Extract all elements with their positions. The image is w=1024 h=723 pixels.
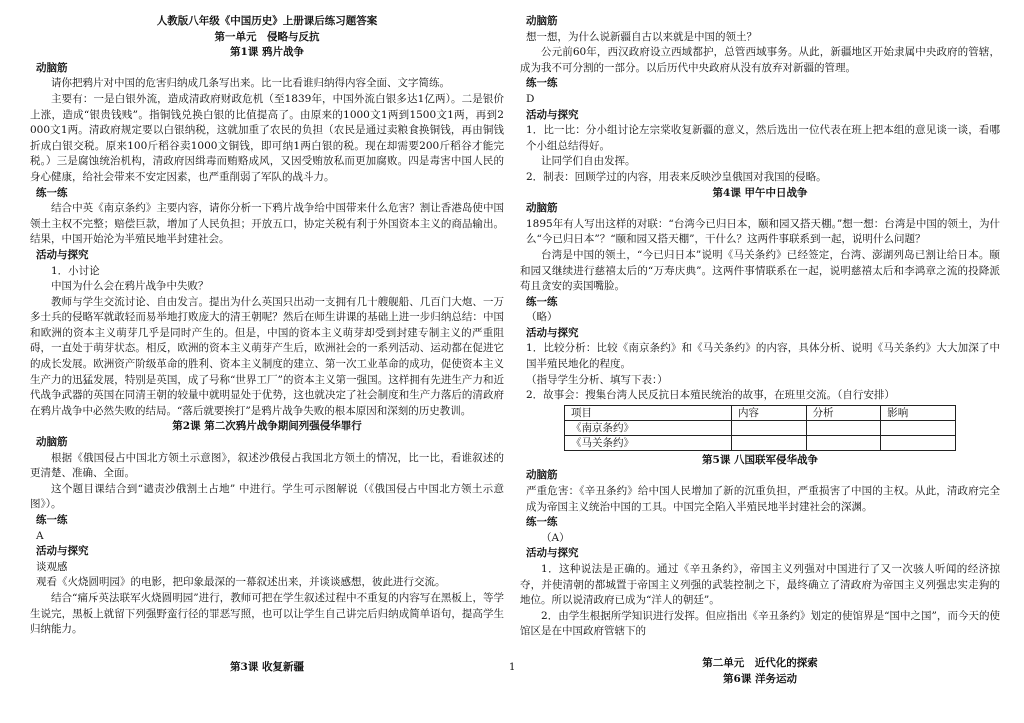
left-column: [30, 14, 504, 675]
table-cell: [806, 420, 881, 435]
document-title: 人教版八年级《中国历史》上册课后练习题答案: [156, 15, 378, 27]
lesson-5-answer: 严重危害：《辛丑条约》给中国人民增加了新的沉重负担，严重损害了中国的主权。从此，清政府完全成为帝国主义统治中国的工具。中国完全陷入半殖民地半封建社会的深渊。: [526, 485, 1000, 513]
lesson-2-huodong-heading: 活动与探究: [36, 545, 89, 558]
lesson-1-title: 第1课 鸦片战争: [230, 46, 304, 59]
lesson-4-question: 1895年有人写出这样的对联：“台湾今已归日本，颐和园又搭天棚。”想一想：台湾是中国的领土，为什么“今已归日本”？“颐和园又搭天棚”，干什么？这两件事联系到一起，说明什么问题？: [526, 217, 1000, 246]
table-header-cell: 内容: [731, 405, 806, 420]
table-header-cell: 分析: [806, 405, 881, 420]
lesson-1-sub-answer: 教师与学生交流讨论、自由发言。提出为什么英国只出动一支拥有几十艘舰船、几百门大炮、一万多士兵的侵略军就敢轻而易举地打败庞大的清王朝呢？然后在师生讲课的基础上进一步归纳总结：中国和欧洲的资本主义萌芽几乎是同时产生的。但是，中国的资本主义萌芽却受到封建专制主义的严重阻碍，一直处于萌芽状态。相反，欧洲的资本主义萌芽产生后，欧洲社会的一系列活动、运动都在促进它的成长发展。欧洲资产阶级革命的胜利、资本主义制度的建立、第一次工业革命的成功，促使资本主义生产力的迅猛发展，特别是英国，成了号称“世界工厂”的资本主义第一强国。这样拥有先进生产力和近代战争武器的英国在同清王朝的较量中就明显处于优势，这也就决定了社会制度和生产力落后的清政府在鸦片战争中必然失败的结局。“落后就要挨打”是鸦片战争失败的根本原因和深刻的历史教训。: [30, 295, 504, 417]
lesson-1-lianxi-answer: 结合中英《南京条约》主要内容，请你分析一下鸦片战争给中国带来什么危害？割让香港岛使中国领土主权不完整；赔偿巨款，增加了人民负担；开放五口，协定关税有利于外国资本主义的商品输出。结果，中国开始沦为半殖民地半封建社会。: [30, 202, 504, 246]
lesson-4-answer: 台湾是中国的领土，“今已归日本”说明《马关条约》已经签定，台湾、澎湖列岛已割让给日本。颐和园又继续进行慈禧太后的“万寿庆典”。这两件事情联系在一起，说明慈禧太后和李鸿章之流的投降派苟且贪安的卖国嘴脸。: [520, 248, 1000, 293]
lesson-2-lianxi-answer: A: [36, 529, 44, 542]
lesson-3-activity-1-note: 让同学们自由发挥。: [541, 155, 636, 168]
table-header-cell: 影响: [881, 405, 956, 420]
lesson-1-lianxi-heading: 练一练: [36, 186, 68, 199]
lesson-1-answer: 主要有：一是白银外流，造成清政府财政危机（至1839年，中国外流白银多达1亿两）。二是银价上涨，造成“银贵钱贱”。指铜钱兑换白银的比值提高了。由原来的1000文1两到1500文1两，再到2 000文1两。清政府规定要以白银纳税，这就加重了农民的负担（农民是通过卖粮食换铜钱，再由铜钱折成白银交税。原来100斤稻谷卖1000文铜钱，即可纳1两白银的税。现在却需要200斤稻谷才能完税。）三是腐蚀统治机构，清政府因缉毒而贿赂成风，又因受贿放私而更加腐败。四是毒害中国人民的身心健康，给社会带来不安定因素，也严重削弱了军队的战斗力。: [30, 92, 504, 183]
lesson-3-question: 想一想，为什么说新疆自古以来就是中国的领土？: [526, 30, 757, 43]
lesson-1-huodong-heading: 活动与探究: [36, 248, 89, 261]
lesson-2-dongnaojin-heading: 动脑筋: [36, 436, 68, 449]
lesson-2-title: 第2课 第二次鸦片战争期间列强侵华罪行: [172, 420, 362, 433]
lesson-3-activity-2: 2．制表：回顾学过的内容，用表来反映沙皇俄国对我国的侵略。: [526, 170, 827, 183]
lesson-3-answer: 公元前60年，西汉政府设立西域都护，总管西域事务。从此，新疆地区开始隶属中央政府的管辖，成为我不可分割的一部分。以后历代中央政府从没有放弃对新疆的管理。: [520, 46, 1000, 74]
lesson-3-lianxi-answer: D: [526, 92, 535, 105]
unit-1-title: 第一单元 侵略与反抗: [214, 30, 320, 43]
unit-2-title: 第二单元 近代化的探索: [702, 656, 818, 669]
table-header-row: [565, 405, 956, 420]
lesson-5-title: 第5课 八国联军侵华战争: [702, 453, 818, 466]
lesson-1-question: 请你把鸦片对中国的危害归纳成几条写出来。比一比看谁归纳得内容全面、文字简练。: [51, 77, 450, 90]
lesson-5-lianxi-heading: 练一练: [526, 516, 558, 529]
lesson-1-sub-heading: 1．小讨论: [51, 264, 100, 277]
table-header-cell: 项目: [565, 405, 732, 420]
lesson-2-answer-2: 这个题目课结合到“谴责沙俄割土占地” 中进行。学生可示图解说（《俄国侵占中国北方领土示意图》）。: [30, 482, 504, 511]
table-row: [565, 420, 956, 435]
lesson-3-activity-1: 1．比一比：分小组讨论左宗棠收复新疆的意义，然后选出一位代表在班上把本组的意见谈一谈，看哪个小组总结得好。: [526, 124, 1000, 152]
table-cell: 《南京条约》: [565, 420, 732, 435]
lesson-5-activity-2: 2．由学生根据所学知识进行发挥。但应指出《辛丑条约》划定的使馆界是“国中之国”，而今天的使馆区是在中国政府管辖下的: [520, 609, 1000, 638]
lesson-2-sub-answer-2: 结合“痛斥英法联军火烧圆明园”进行，教师可把在学生叙述过程中不重复的内容写在黑板上，等学生说完，黑板上就留下列强野蛮行径的罪恶写照，也可以让学生自己讲完后归纳成简单语句，提高学生归纳能力。: [30, 591, 504, 636]
lesson-5-huodong-heading: 活动与探究: [526, 547, 579, 560]
lesson-4-huodong-heading: 活动与探究: [526, 326, 579, 339]
lesson-2-answer-1: 根据《俄国侵占中国北方领土示意图》，叙述沙俄侵占我国北方领土的情况，比一比，看谁叙述的更清楚、准确、全面。: [30, 451, 504, 480]
lesson-4-title: 第4课 甲午中日战争: [712, 186, 808, 199]
table-cell: [881, 420, 956, 435]
table-cell: [881, 435, 956, 450]
lesson-2-sub-answer-1: 观看《火烧圆明园》的电影，把印象最深的一幕叙述出来，并谈谈感想，彼此进行交流。: [36, 576, 446, 589]
lesson-4-activity-1-note: （指导学生分析、填写下表：）: [526, 373, 668, 386]
page-number: 1: [509, 662, 516, 673]
lesson-4-activity-2: 2．故事会：搜集台湾人民反抗日本殖民统治的故事，在班里交流。（自行安排）: [526, 389, 895, 402]
lesson-4-dongnaojin-heading: 动脑筋: [526, 202, 558, 215]
table-row: [565, 435, 956, 450]
lesson-3-title: 第3课 收复新疆: [230, 660, 304, 673]
lesson-5-dongnaojin-heading: 动脑筋: [526, 469, 558, 482]
lesson-2-sub-heading: 谈观感: [36, 560, 68, 573]
lesson-1-dongnaojin-heading: 动脑筋: [36, 61, 68, 74]
lesson-3-lianxi-heading: 练一练: [526, 77, 558, 90]
lesson-3-dongnaojin-heading: 动脑筋: [526, 15, 558, 27]
lesson-5-activity-1: 1．这种说法是正确的。通过《辛丑条约》，帝国主义列强对中国进行了又一次骇人听闻的经济掠夺，并使清朝的都城置于帝国主义列强的武装控制之下，最终确立了清政府为帝国主义列强忠实走狗的地位。所以说清政府已成为“洋人的朝廷”。: [520, 563, 1000, 607]
right-column: [520, 14, 1000, 687]
lesson-4-activity-1: 1．比较分析：比较《南京条约》和《马关条约》的内容，具体分析、说明《马关条约》大大加深了中国半殖民地化的程度。: [526, 342, 1000, 371]
table-cell: [731, 420, 806, 435]
table-cell: [731, 435, 806, 450]
lesson-1-sub-question: 中国为什么会在鸦片战争中失败？: [51, 280, 209, 293]
lesson-4-lianxi-heading: 练一练: [526, 295, 558, 308]
lesson-3-huodong-heading: 活动与探究: [526, 108, 579, 121]
table-cell: [806, 435, 881, 450]
lesson-2-lianxi-heading: 练一练: [36, 514, 68, 526]
lesson-4-lianxi-answer: （略）: [526, 311, 558, 324]
table-cell: 《马关条约》: [565, 435, 732, 450]
lesson-6-title: 第6课 洋务运动: [723, 672, 797, 685]
treaty-comparison-table: [564, 405, 956, 451]
lesson-5-lianxi-answer: （A）: [541, 531, 570, 544]
